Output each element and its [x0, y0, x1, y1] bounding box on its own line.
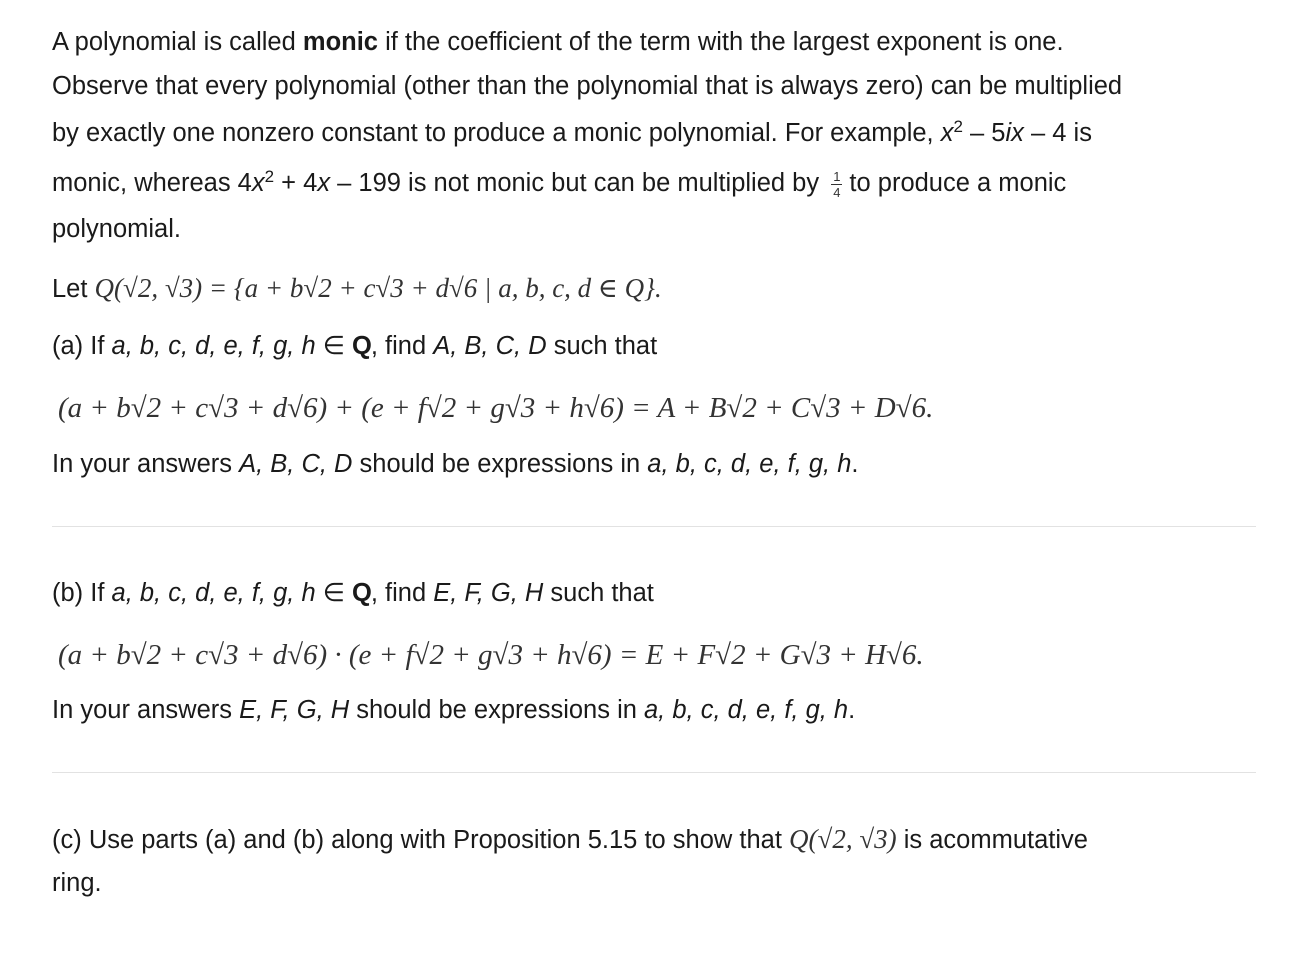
part-c-text-end: ring.: [52, 869, 102, 897]
part-b-answer-note: In your answers E, F, G, H should be expressions in a, b, c, d, e, f, g, h.: [52, 696, 856, 724]
monic-term: monic: [302, 28, 378, 56]
intro-line-4: monic, whereas $4x^2 + 4x - 199$ is not monic but can be multiplied by $\frac{1}{4}$ to produce a monic: [52, 167, 1067, 200]
part-b-prompt: (b) If a, b, c, d, e, f, g, h ∈ Q, find E, F, G, H such that: [52, 579, 654, 607]
part-a-answer-note: In your answers A, B, C, D should be expressions in a, b, c, d, e, f, g, h.: [52, 450, 859, 478]
part-a-prompt: (a) If a, b, c, d, e, f, g, h ∈ Q, find A, B, C, D such that: [52, 332, 658, 360]
definition-line: Let Q(√2, √3) = {a + b√2 + c√3 + d√6 | a, b, c, d ∈ Q}.: [52, 273, 662, 303]
intro-line-5: polynomial.: [52, 215, 181, 243]
intro-line-3: by exactly one nonzero constant to produce a monic polynomial. For example, $x^2 - 5ix - 4$ is: [52, 117, 1092, 147]
part-b-equation: (a + b√2 + c√3 + d√6) · (e + f√2 + g√3 + h√6) = E + F√2 + G√3 + H√6.: [58, 639, 924, 671]
divider-a-b: [52, 526, 1256, 527]
part-a-equation: (a + b√2 + c√3 + d√6) + (e + f√2 + g√3 + h√6) = A + B√2 + C√3 + D√6.: [58, 392, 934, 424]
definition-set-formula: Q(√2, √3) = {a + b√2 + c√3 + d√6 | a, b, c, d ∈ Q}.: [94, 273, 662, 303]
part-c-text: (c) Use parts (a) and (b) along with Proposition 5.15 to show that Q(√2, √3) is acommutative: [52, 824, 1088, 854]
divider-b-c: [52, 772, 1256, 773]
one-quarter-fraction: $\frac{1}{4}$: [833, 169, 841, 200]
intro-line-2: Observe that every polynomial (other than the polynomial that is always zero) can be multiplied: [52, 72, 1123, 100]
part-c-set-formula: Q(√2, √3): [789, 824, 897, 854]
intro-line-1: A polynomial is called monic if the coefficient of the term with the largest exponent is one.: [52, 28, 1064, 56]
